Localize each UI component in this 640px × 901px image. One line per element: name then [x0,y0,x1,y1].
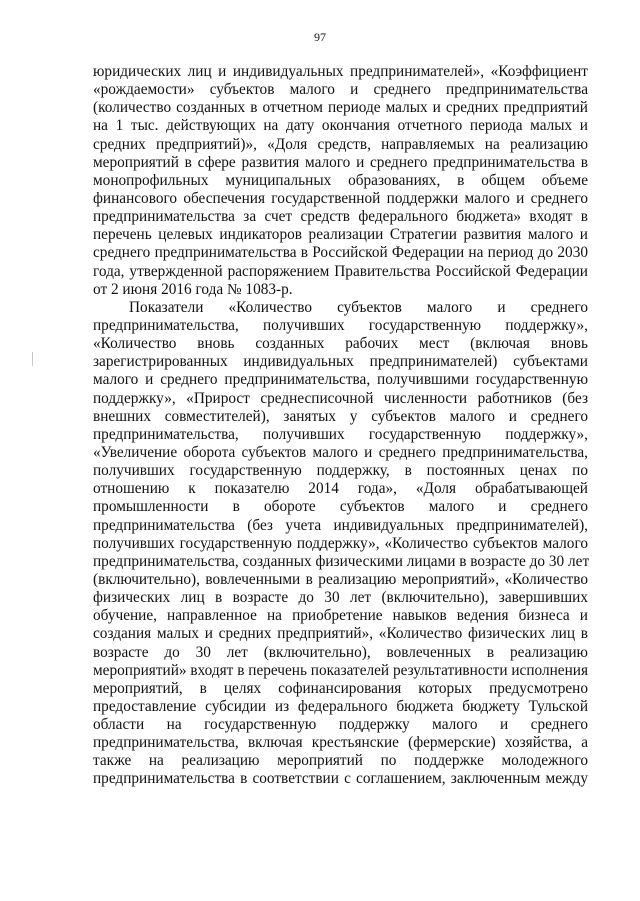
text-line: (количество созданных в отчетном периоде малых и средних предприятий [93,99,588,117]
text-line: предпринимательства, получивших государственную поддержку», [93,316,588,334]
text-line: предоставление субсидии из федерального бюджета бюджету Тульской [93,697,588,715]
text-line: промышленности в обороте субъектов малого и среднего [93,498,588,516]
text-line: финансового обеспечения государственной поддержки малого и среднего [93,189,588,207]
text-line: предпринимательства, включая крестьянские (фермерские) хозяйства, а [93,734,588,752]
text-line: года, утвержденной распоряжением Правительства Российской Федерации [93,262,588,280]
text-line: «Количество вновь созданных рабочих мест (включая вновь [93,335,588,353]
text-line: области на государственную поддержку малого и среднего [93,716,588,734]
text-line: мероприятий, в целях софинансирования которых предусмотрено [93,679,588,697]
text-line: получивших государственную поддержку, в постоянных ценах по [93,462,588,480]
text-line: мероприятий в сфере развития малого и среднего предпринимательства в [93,153,588,171]
text-line: предпринимательства (без учета индивидуальных предпринимателей), [93,516,588,534]
text-line: средних предприятий)», «Доля средств, направляемых на реализацию [93,135,588,153]
text-line: предпринимательства, получивших государственную поддержку», [93,425,588,443]
text-line: поддержку», «Прирост среднесписочной численности работников (без [93,389,588,407]
text-line: мероприятий» входят в перечень показателей результативности исполнения [93,661,588,679]
text-line: внешних совместителей), занятых у субъектов малого и среднего [93,407,588,425]
paragraph [93,299,588,789]
text-line: зарегистрированных индивидуальных предпринимателей) субъектами [93,353,588,371]
text-line: Показатели «Количество субъектов малого и среднего [129,298,588,316]
text-line: отношению к показателю 2014 года», «Доля обрабатывающей [93,480,588,498]
text-line: предпринимательства в соответствии с соглашением, заключенным между [93,770,588,788]
text-line: малого и среднего предпринимательства, получившими государственную [93,371,588,389]
text-line: «Увеличение оборота субъектов малого и среднего предпринимательства, [93,443,588,461]
text-line: возрасте до 30 лет (включительно), вовлеченных в реализацию [93,643,588,661]
text-line: физических лиц в возрасте до 30 лет (включительно), завершивших [93,589,588,607]
text-line: предпринимательства за счет средств федерального бюджета» входят в [93,208,588,226]
text-line: (включительно), вовлеченными в реализацию мероприятий», «Количество [93,570,588,588]
text-line: от 2 июня 2016 года № 1083-р. [93,280,293,298]
text-line: юридических лиц и индивидуальных предпринимателей», «Коэффициент [93,63,588,80]
text-line: монопрофильных муниципальных образованиях, в общем объеме [93,171,588,189]
text-line: также на реализацию мероприятий по поддержке молодежного [93,752,588,770]
body-text [93,63,588,789]
page-number: 97 [314,30,326,44]
text-line: создания малых и средних предприятий», «Количество физических лиц в [93,625,588,643]
text-line: предпринимательства, созданных физическими лицами в возрасте до 30 лет [93,552,590,570]
text-line: получивших государственную поддержку», «Количество субъектов малого [93,534,588,552]
text-line: обучение, направленное на приобретение навыков ведения бизнеса и [93,607,588,625]
text-line: перечень целевых индикаторов реализации Стратегии развития малого и [93,226,588,244]
scan-mark [32,352,33,366]
text-line: на 1 тыс. действующих на дату окончания отчетного периода малых и [93,117,588,135]
text-line: «рождаемости» субъектов малого и среднего предпринимательства [93,81,588,99]
text-line: среднего предпринимательства в Российской Федерации на период до 2030 [93,244,588,262]
paragraph [93,63,588,299]
